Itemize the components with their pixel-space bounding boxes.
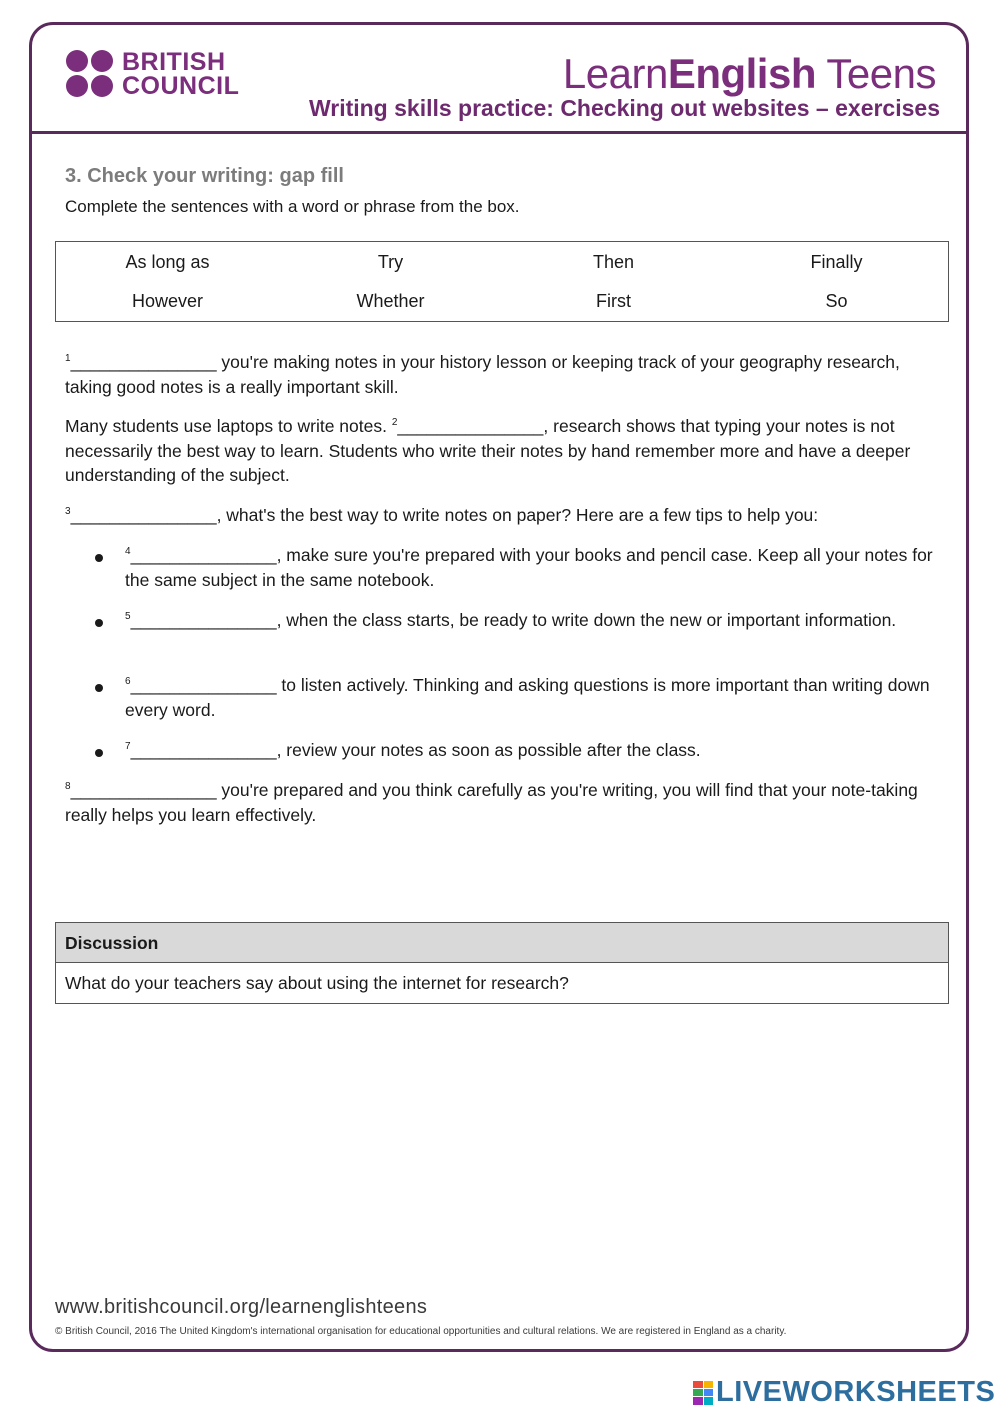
liveworksheets-watermark <box>693 1376 995 1409</box>
word-option: Whether <box>356 291 425 311</box>
section-title: 3. Check your writing: gap fill <box>65 165 344 187</box>
bullet-icon <box>95 684 103 692</box>
paragraph-3: $^3$_______________, what's the best way to write notes on paper? Here are a few tips to help you: <box>65 505 819 525</box>
liveworksheets-logo-icon <box>693 1381 713 1405</box>
tip-6: $^6$_______________ to listen actively. Thinking and asking questions is more important than writing down every word. <box>125 675 930 720</box>
gap-6[interactable]: _______________ <box>130 675 277 695</box>
word-option: First <box>596 291 631 311</box>
footer-copyright: © British Council, 2016 The United Kingdom's international organisation for educational opportunities and cultural relations. We are registered in England as a charity. <box>55 1326 787 1337</box>
paragraph-2: Many students use laptops to write notes. $^2$_______________, research shows that typing your notes is not necessarily the best way to learn. Students who write their notes by hand remember more and have a deeper understanding of the subject. <box>65 416 911 485</box>
word-option: So <box>825 291 848 311</box>
gap-4[interactable]: _______________ <box>130 545 277 565</box>
word-option: As long as <box>125 252 210 272</box>
paragraph-1: $^1$_______________ you're making notes in your history lesson or keeping track of your geography research, taking good notes is a really important skill. <box>65 352 900 397</box>
word-option: Finally <box>810 252 863 272</box>
word-option: However <box>131 291 204 311</box>
gap-5[interactable]: _______________ <box>130 610 277 630</box>
british-council-logo <box>66 50 239 98</box>
discussion-question: What do your teachers say about using the internet for research? <box>65 973 569 993</box>
word-box <box>55 241 949 322</box>
footer-url: www.britishcouncil.org/learnenglishteens <box>55 1296 428 1318</box>
tip-7: $^7$_______________, review your notes as soon as possible after the class. <box>125 740 701 760</box>
instructions: Complete the sentences with a word or phrase from the box. <box>65 197 520 216</box>
liveworksheets-text: LIVEWORKSHEETS <box>716 1376 996 1408</box>
gap-2[interactable]: _______________ <box>397 416 544 436</box>
logo-dots-icon <box>66 50 116 98</box>
tip-4: $^4$_______________, make sure you're prepared with your books and pencil case. Keep all your notes for the same subject in the same notebook. <box>125 545 933 590</box>
tip-5: $^5$_______________, when the class starts, be ready to write down the new or important information. <box>125 610 897 630</box>
gap-7[interactable]: _______________ <box>130 740 277 760</box>
word-option: Try <box>377 252 404 272</box>
gap-3[interactable]: _______________ <box>70 505 217 525</box>
gap-8[interactable]: _______________ <box>70 780 217 800</box>
word-option: Then <box>592 252 635 272</box>
discussion-heading: Discussion <box>56 923 948 963</box>
logo-line-1: BRITISH <box>122 48 226 76</box>
paragraph-8: $^8$_______________ you're prepared and you think carefully as you're writing, you will find that your note-taking really helps you learn effectively. <box>65 780 918 825</box>
bullet-icon <box>95 619 103 627</box>
bullet-icon <box>95 749 103 757</box>
header-divider <box>31 131 968 134</box>
logo-line-2: COUNCIL <box>122 72 240 100</box>
bullet-icon <box>95 554 103 562</box>
worksheet-subtitle: Writing skills practice: Checking out websites – exercises <box>308 95 940 121</box>
discussion-box <box>55 922 949 1004</box>
gap-1[interactable]: _______________ <box>70 352 217 372</box>
learnenglish-teens-brand: LearnEnglish Teens <box>562 50 936 97</box>
